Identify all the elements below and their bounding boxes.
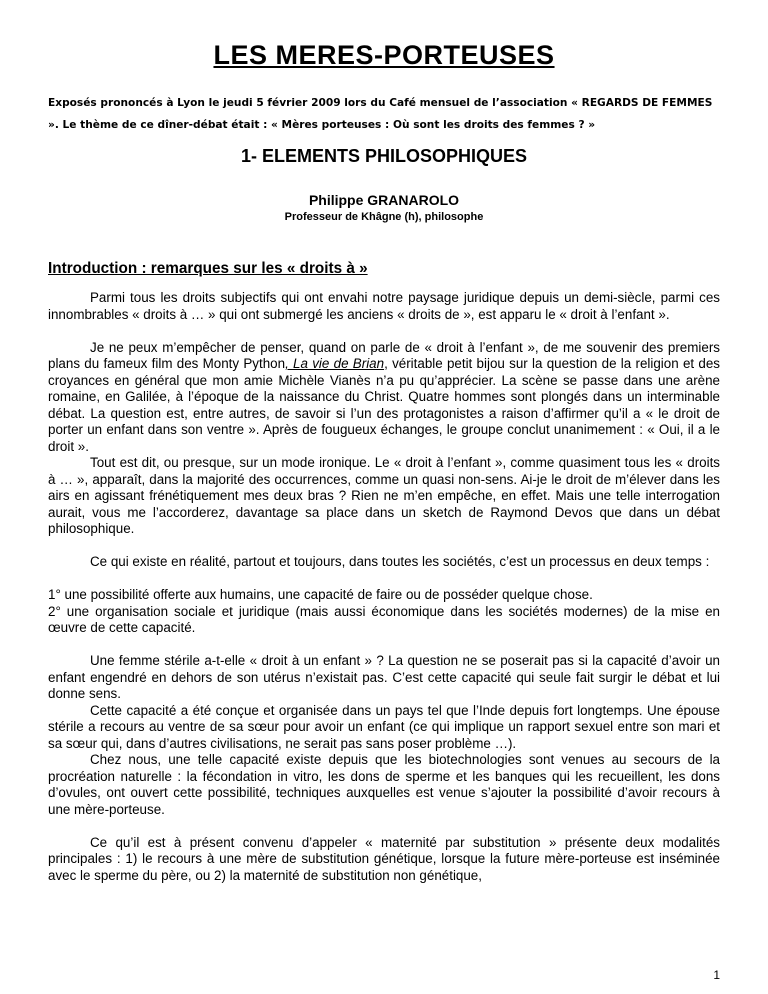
paragraph-text: , véritable petit bijou sur la question de la religion et des croyances en général que mon amie Michèle Vianès n’a pu qu’apprécier. La scène se passe dans une arène romaine, en Galilée, à l’époque de la naissance du Christ. Quatre hommes sont plongés dans un interminable débat. La question est, entre autres, de savoir si l’un des protagonistes a raison d’affirmer qu’il a « le droit de porter un enfant dans son ventre ». Après de fougueux échanges, le groupe conclut unanimement : « Oui, il a le droit ». [48,356,720,454]
body-text [48,290,720,884]
paragraph [48,340,720,456]
introduction-heading: Introduction : remarques sur les « droits à » [48,260,368,277]
paragraph: Une femme stérile a-t-elle « droit à un enfant » ? La question ne se poserait pas si la capacité d’avoir un enfant engendré en dehors de son utérus n’existait pas. C’est cette capacité qui seule fait surgir le débat et lui donne sens. [48,653,720,701]
paragraph: Ce qu’il est à présent convenu d’appeler « maternité par substitution » présente deux modalités principales : 1) le recours à une mère de substitution génétique, lorsque la future mère-porteuse est inséminée avec le sperme du père, ou 2) la maternité de substitution non génétique, [48,834,720,883]
paragraph: Chez nous, une telle capacité existe depuis que les biotechnologies sont venues au secours de la procréation naturelle : la fécondation in vitro, les dons de sperme et les banques qui les recueillent, les dons d’ovules, ont ouvert cette possibilité, techniques auxquelles est venue s’ajouter la possibilité d’avoir recours à une mère-porteuse. [48,752,720,817]
document-title: LES MERES-PORTEUSES [213,40,555,70]
paragraph: Parmi tous les droits subjectifs qui ont envahi notre paysage juridique depuis un demi-siècle, parmi ces innombrables « droits à … » qui ont submergé les anciens « droits de », est apparu le « droit à l’enfant ». [48,290,720,322]
page-number: 1 [713,968,720,982]
section-title: 1- ELEMENTS PHILOSOPHIQUES [240,146,528,166]
author-role: Professeur de Khâgne (h), philosophe [284,211,484,223]
film-title: , La vie de Brian [285,356,385,371]
author-name: Philippe GRANAROLO [308,192,460,208]
intro-note: Exposés prononcés à Lyon le jeudi 5 février 2009 lors du Café mensuel de l’association « REGARDS DE FEMMES ». Le thème de ce dîner-débat était : « Mères porteuses : Où sont les droits des femmes ? » [48,97,713,131]
list-item: 1° une possibilité offerte aux humains, une capacité de faire ou de posséder quelque chose. [48,587,593,602]
paragraph-text: Je ne peux m’empêcher de penser, quand on parle de « droit à l’enfant », de me souvenir des premiers plans du fameux film des Monty Python [48,339,720,371]
list-item: 2° une organisation sociale et juridique (mais aussi économique dans les sociétés modernes) de la mise en œuvre de cette capacité. [48,603,720,635]
paragraph: Tout est dit, ou presque, sur un mode ironique. Le « droit à l’enfant », comme quasiment tous les « droits à … », apparaît, dans la majorité des occurrences, comme un quasi non-sens. Ai-je le droit de m’élever dans les airs en agissant frénétiquement mes deux bras ? Rien ne m’en empêche, en effet. Mais une telle interrogation aurait, vous me l’accorderez, davantage sa place dans un sketch de Raymond Devos que dans un débat philosophique. [48,455,720,536]
paragraph: Ce qui existe en réalité, partout et toujours, dans toutes les sociétés, c’est un processus en deux temps : [90,554,710,569]
paragraph: Cette capacité a été conçue et organisée dans un pays tel que l’Inde depuis fort longtemps. Une épouse stérile a recours au ventre de sa sœur pour avoir un enfant (ce qui implique un rapport sexuel entre son mari et sa sœur qui, dans d’autres civilisations, ne serait pas sans poser problème …). [48,702,720,751]
